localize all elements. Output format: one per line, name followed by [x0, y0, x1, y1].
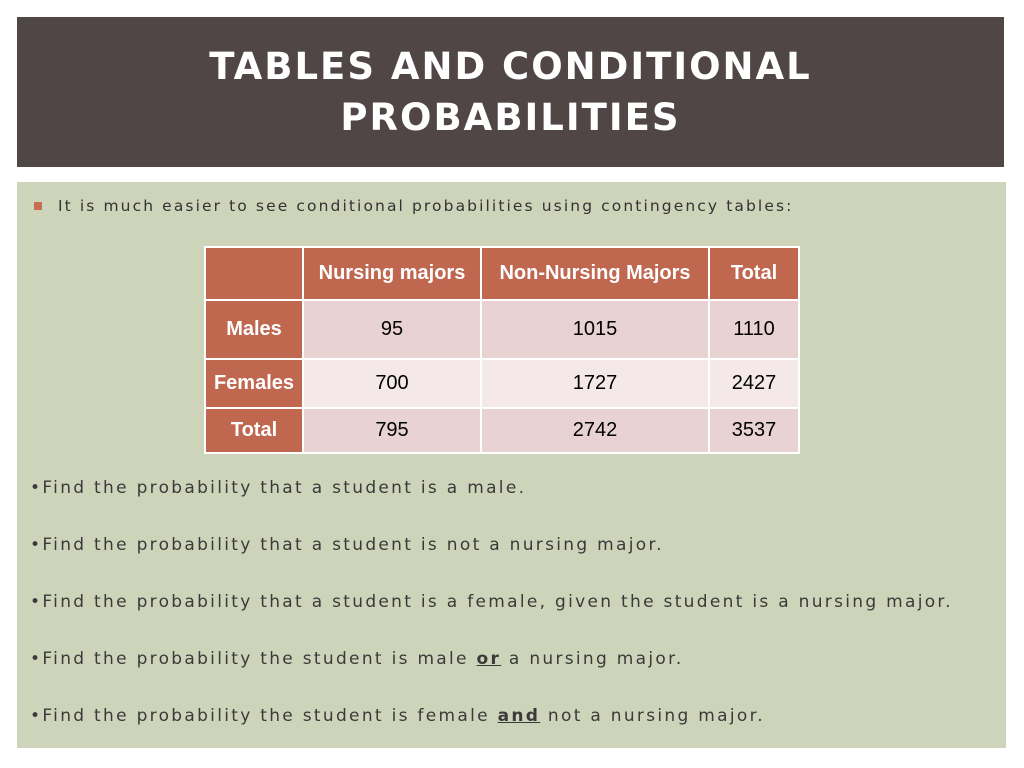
content-area — [17, 182, 1006, 748]
row-label-males: Males — [205, 300, 303, 359]
table-row — [205, 359, 799, 408]
row-label-total: Total — [205, 408, 303, 453]
table-header-row — [205, 247, 799, 300]
table-cell: 1110 — [709, 300, 799, 359]
question-text: •Find the probability that a student is a female, given the student is a nursing major. — [30, 592, 953, 612]
table-row — [205, 408, 799, 453]
table-cell: 3537 — [709, 408, 799, 453]
question-text: •Find the probability that a student is not a nursing major. — [30, 535, 664, 555]
table-cell: 1015 — [481, 300, 709, 359]
table-cell: 2742 — [481, 408, 709, 453]
question-1 — [30, 478, 526, 498]
table-cell: 795 — [303, 408, 481, 453]
question-text: •Find the probability that a student is a male. — [30, 478, 527, 498]
question-3 — [30, 592, 953, 612]
emphasis-or: or — [476, 649, 502, 669]
question-text: •Find the probability the student is male — [30, 649, 477, 669]
question-5 — [30, 706, 765, 726]
emphasis-and: and — [497, 706, 541, 726]
square-bullet-icon — [34, 202, 42, 210]
intro-bullet — [34, 197, 793, 215]
header-total: Total — [709, 247, 799, 300]
question-2 — [30, 535, 664, 555]
table-cell: 700 — [303, 359, 481, 408]
row-label-females: Females — [205, 359, 303, 408]
table-cell: 1727 — [481, 359, 709, 408]
header-nursing-majors: Nursing majors — [303, 247, 481, 300]
question-text: not a nursing major. — [540, 706, 766, 726]
question-4 — [30, 649, 684, 669]
contingency-table — [204, 246, 800, 454]
intro-text: It is much easier to see conditional probabilities using contingency tables: — [58, 197, 794, 215]
table-cell: 95 — [303, 300, 481, 359]
question-text: •Find the probability the student is female — [30, 706, 498, 726]
table-row — [205, 300, 799, 359]
question-text: a nursing major. — [501, 649, 684, 669]
header-non-nursing-majors: Non-Nursing Majors — [481, 247, 709, 300]
slide-title: TABLES AND CONDITIONAL PROBABILITIES — [209, 45, 812, 139]
title-band — [17, 17, 1004, 167]
table-cell: 2427 — [709, 359, 799, 408]
table-corner-cell — [205, 247, 303, 300]
